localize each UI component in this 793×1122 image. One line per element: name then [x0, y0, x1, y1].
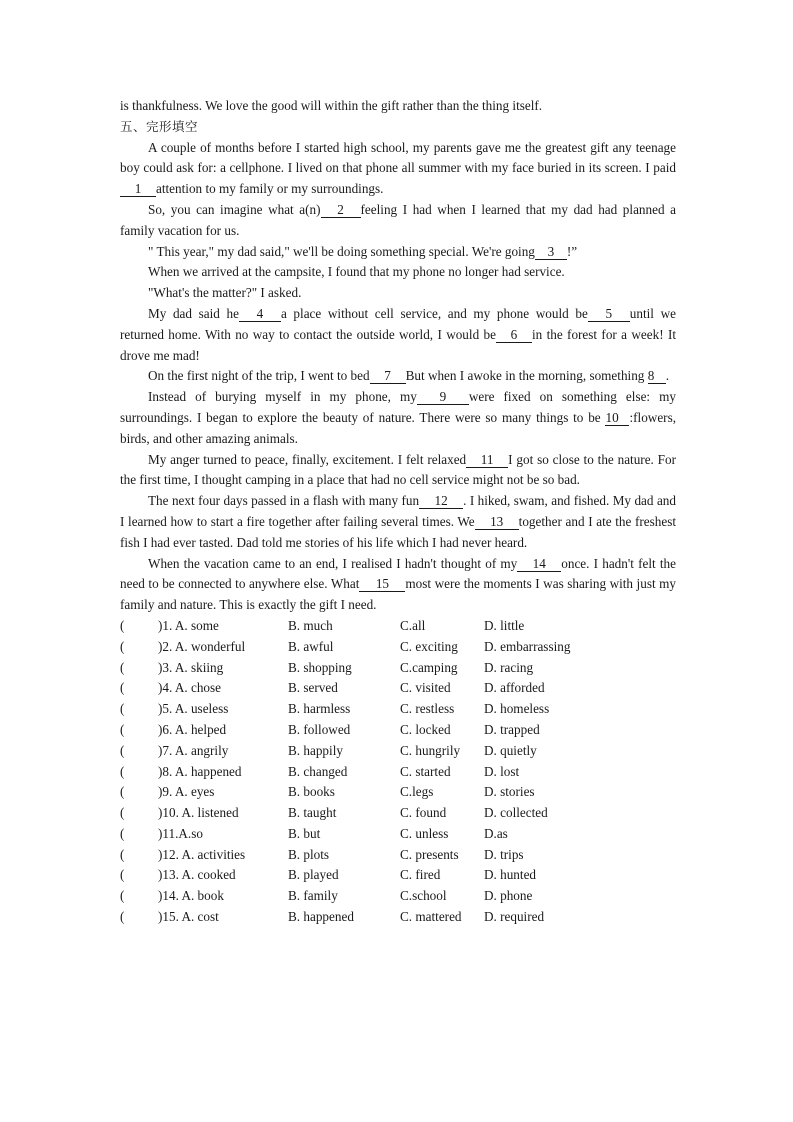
- paragraph-8: [120, 387, 676, 449]
- paragraph-text: :flowers, birds, and other amazing animals.: [120, 409, 676, 446]
- paragraph-10: [120, 491, 676, 553]
- option-c[interactable]: C. visited: [400, 680, 451, 696]
- paragraph-5: "What's the matter?" I asked.: [148, 285, 302, 301]
- question-row: [120, 616, 676, 637]
- option-a[interactable]: )11.A.so: [158, 825, 203, 841]
- blank-13[interactable]: 13: [475, 514, 519, 530]
- option-c[interactable]: C. presents: [400, 846, 459, 862]
- option-a[interactable]: )7. A. angrily: [158, 742, 229, 758]
- paragraph-text: attention to my family or my surroundings.: [156, 181, 384, 197]
- blank-15[interactable]: 15: [359, 576, 405, 592]
- answer-paren[interactable]: (: [120, 617, 125, 633]
- paragraph-text: feeling I had when I learned that my dad had planned a family vacation for us.: [120, 201, 676, 238]
- answer-paren[interactable]: (: [120, 701, 125, 717]
- blank-7[interactable]: 7: [370, 368, 406, 384]
- option-d[interactable]: D. little: [484, 617, 525, 633]
- question-row: [120, 678, 676, 699]
- option-d[interactable]: D. hunted: [484, 867, 537, 883]
- option-b[interactable]: B. awful: [288, 638, 334, 654]
- option-c[interactable]: C. locked: [400, 721, 451, 737]
- option-a[interactable]: )1. A. some: [158, 617, 219, 633]
- blank-14[interactable]: 14: [517, 556, 561, 572]
- paragraph-text: .: [665, 368, 669, 384]
- paragraph-3: [120, 242, 676, 263]
- paragraph-text: in the forest for a week! It drove me mad!: [120, 326, 676, 363]
- answer-paren[interactable]: (: [120, 763, 125, 779]
- intro-line: is thankfulness. We love the good will within the gift rather than the thing itself.: [120, 98, 543, 113]
- option-d[interactable]: D. quietly: [484, 742, 537, 758]
- question-row: [120, 699, 676, 720]
- paragraph-text: A couple of months before I started high school, my parents gave me the greatest gift any teenage boy could ask for: a cellphone. I lived on that phone all summer with my face buried in its screen. I paid: [120, 139, 676, 176]
- option-a[interactable]: )6. A. helped: [158, 721, 227, 737]
- option-a[interactable]: )2. A. wonderful: [158, 638, 246, 654]
- option-a[interactable]: )10. A. listened: [158, 805, 239, 821]
- answer-paren[interactable]: (: [120, 784, 125, 800]
- option-c[interactable]: C.camping: [400, 659, 458, 675]
- question-row: [120, 803, 676, 824]
- answer-paren[interactable]: (: [120, 742, 125, 758]
- answer-paren[interactable]: (: [120, 721, 125, 737]
- section-heading: 五、完形填空: [120, 118, 199, 134]
- paragraph-text: When the vacation came to an end, I realised I hadn't thought of my: [148, 555, 518, 571]
- option-c[interactable]: C.school: [400, 888, 447, 904]
- option-c[interactable]: C. started: [400, 763, 451, 779]
- question-row: [120, 720, 676, 741]
- paragraph-text: I got so close to the nature. For the first time, I thought camping in a place that had no cell service might not be so bad.: [120, 451, 677, 488]
- option-c[interactable]: C. hungrily: [400, 742, 461, 758]
- answer-paren[interactable]: (: [120, 909, 125, 925]
- paragraph-text: My anger turned to peace, finally, excitement. I felt relaxed: [148, 451, 467, 467]
- option-d[interactable]: D. homeless: [484, 701, 550, 717]
- option-c[interactable]: C. exciting: [400, 638, 458, 654]
- option-d[interactable]: D. embarrassing: [484, 638, 571, 654]
- option-b[interactable]: B. followed: [288, 721, 351, 737]
- question-row: [120, 658, 676, 679]
- paragraph-6: [120, 304, 676, 366]
- option-a[interactable]: )13. A. cooked: [158, 867, 236, 883]
- option-b[interactable]: B. much: [288, 617, 333, 633]
- paragraph-text: The next four days passed in a flash with many fun: [148, 493, 420, 509]
- option-b[interactable]: B. taught: [288, 805, 337, 821]
- answer-paren[interactable]: (: [120, 659, 125, 675]
- question-row: [120, 762, 676, 783]
- option-d[interactable]: D. racing: [484, 659, 534, 675]
- blank-11[interactable]: 11: [466, 452, 508, 468]
- option-c[interactable]: C. found: [400, 805, 447, 821]
- option-b[interactable]: B. served: [288, 680, 338, 696]
- paragraph-text: until we returned home. With no way to contact the outside world, I would be: [120, 305, 676, 342]
- blank-4[interactable]: 4: [239, 306, 281, 322]
- option-a[interactable]: )9. A. eyes: [158, 784, 215, 800]
- option-d[interactable]: D. lost: [484, 763, 520, 779]
- option-d[interactable]: D. trapped: [484, 721, 540, 737]
- answer-paren[interactable]: (: [120, 846, 125, 862]
- option-a[interactable]: )8. A. happened: [158, 763, 242, 779]
- blank-12[interactable]: 12: [419, 493, 463, 509]
- document-page: [120, 96, 676, 928]
- option-a[interactable]: )5. A. useless: [158, 701, 229, 717]
- blank-10[interactable]: 10: [605, 410, 629, 426]
- option-c[interactable]: C. restless: [400, 701, 455, 717]
- paragraph-4: When we arrived at the campsite, I found that my phone no longer had service.: [148, 264, 565, 280]
- paragraph-11: [120, 554, 676, 616]
- option-c[interactable]: C.all: [400, 617, 426, 633]
- option-d[interactable]: D. required: [484, 909, 545, 925]
- answer-paren[interactable]: (: [120, 638, 125, 654]
- option-b[interactable]: B. shopping: [288, 659, 352, 675]
- blank-3[interactable]: 3: [535, 244, 567, 260]
- question-row: [120, 886, 676, 907]
- paragraph-text: !”: [566, 243, 578, 259]
- question-row: [120, 907, 676, 928]
- paragraph-text: together and I ate the freshest fish I had ever tasted. Dad told me stories of his life which I had never heard.: [120, 513, 676, 550]
- paragraph-text: But when I awoke in the morning, something: [405, 368, 645, 384]
- question-row: [120, 865, 676, 886]
- answer-paren[interactable]: (: [120, 680, 125, 696]
- paragraph-text: So, you can imagine what a(n): [148, 201, 321, 217]
- paragraph-1: [120, 138, 676, 200]
- blank-1[interactable]: 1: [120, 181, 156, 197]
- option-c[interactable]: C.legs: [400, 784, 434, 800]
- option-b[interactable]: B. plots: [288, 846, 330, 862]
- question-row: [120, 845, 676, 866]
- option-a[interactable]: )15. A. cost: [158, 909, 219, 925]
- answer-paren[interactable]: (: [120, 867, 125, 883]
- blank-9[interactable]: 9: [417, 389, 469, 405]
- option-a[interactable]: )4. A. chose: [158, 680, 221, 696]
- question-row: [120, 741, 676, 762]
- paragraph-9: [120, 450, 676, 492]
- blank-8[interactable]: 8: [648, 368, 666, 384]
- option-d[interactable]: D. afforded: [484, 680, 545, 696]
- option-c[interactable]: C. mattered: [400, 909, 462, 925]
- paragraph-text: once. I hadn't felt the need to be connected to anywhere else. What: [120, 555, 676, 592]
- option-b[interactable]: B. family: [288, 888, 338, 904]
- option-b[interactable]: B. changed: [288, 763, 348, 779]
- answer-paren[interactable]: (: [120, 888, 125, 904]
- option-a[interactable]: )14. A. book: [158, 888, 224, 904]
- option-b[interactable]: B. harmless: [288, 701, 351, 717]
- option-c[interactable]: C. fired: [400, 867, 441, 883]
- option-d[interactable]: D. collected: [484, 805, 548, 821]
- option-b[interactable]: B. but: [288, 825, 321, 841]
- paragraph-7: [120, 366, 676, 387]
- blank-5[interactable]: 5: [588, 306, 630, 322]
- option-a[interactable]: )3. A. skiing: [158, 659, 224, 675]
- paragraph-text: . I hiked, swam, and fished. My dad and I learned how to start a fire together after failing several times. We: [120, 493, 676, 529]
- option-b[interactable]: B. books: [288, 784, 335, 800]
- question-options: [120, 616, 676, 928]
- paragraph-text: On the first night of the trip, I went to bed: [148, 368, 370, 384]
- question-row: [120, 824, 676, 845]
- blank-6[interactable]: 6: [496, 327, 532, 343]
- paragraph-text: My dad said he: [148, 305, 239, 321]
- answer-paren[interactable]: (: [120, 825, 125, 841]
- option-d[interactable]: D. phone: [484, 888, 533, 904]
- option-d[interactable]: D. trips: [484, 846, 524, 862]
- paragraph-text: a place without cell service, and my phone would be: [280, 305, 588, 321]
- paragraph-text: most were the moments I was sharing with just my family and nature. This is exactly the gift I need.: [120, 576, 676, 613]
- paragraph-text: " This year," my dad said," we'll be doing something special. We're going: [148, 243, 535, 259]
- paragraph-text: were fixed on something else: my surroundings. I began to explore the beauty of nature. There were so many things to be: [120, 389, 677, 425]
- option-b[interactable]: B. happily: [288, 742, 343, 758]
- paragraph-2: [120, 200, 676, 242]
- question-row: [120, 637, 676, 658]
- option-d[interactable]: D.as: [484, 825, 508, 841]
- option-b[interactable]: B. happened: [288, 909, 354, 925]
- option-a[interactable]: )12. A. activities: [158, 846, 246, 862]
- answer-paren[interactable]: (: [120, 805, 125, 821]
- question-row: [120, 782, 676, 803]
- blank-2[interactable]: 2: [321, 202, 361, 218]
- option-c[interactable]: C. unless: [400, 825, 449, 841]
- option-b[interactable]: B. played: [288, 867, 339, 883]
- paragraph-text: Instead of burying myself in my phone, my: [148, 389, 417, 405]
- option-d[interactable]: D. stories: [484, 784, 535, 800]
